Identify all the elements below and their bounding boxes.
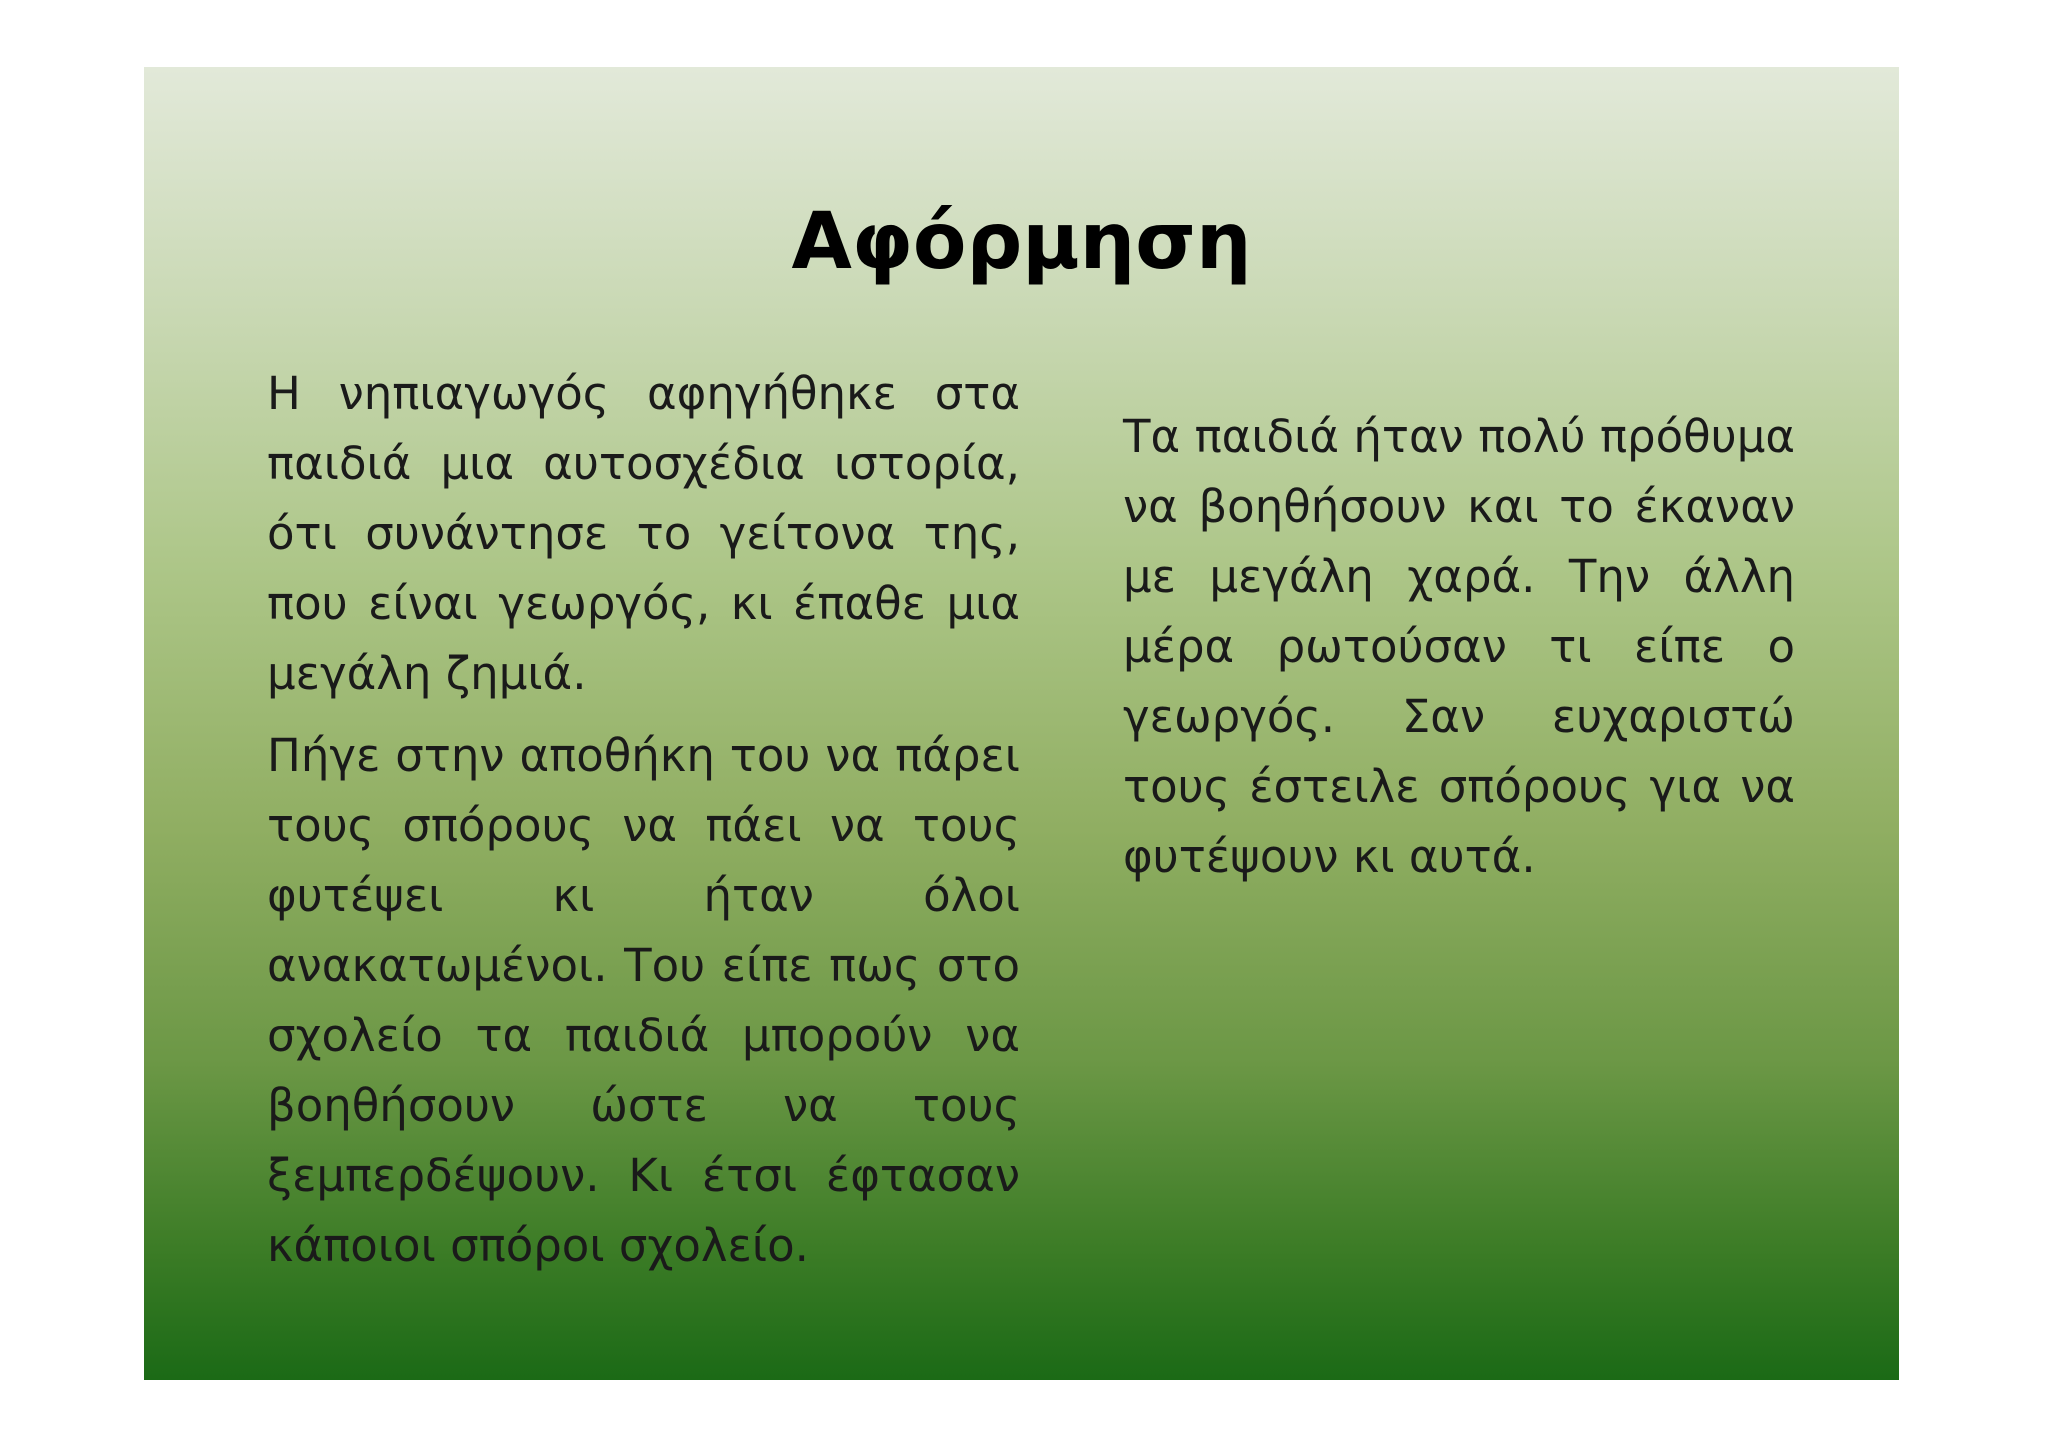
left-text-column: [267, 359, 1020, 1281]
right-paragraph-1: Τα παιδιά ήταν πολύ πρόθυμα να βοηθήσουν και το έκαναν με μεγάλη χαρά. Την άλλη μέρα ρωτούσαν τι είπε ο γεωργός. Σαν ευχαριστώ τους έστειλε σπόρους για να φυτέψουν κι αυτά.: [1123, 410, 1795, 883]
slide: [144, 67, 1899, 1380]
left-paragraph-1: Η νηπιαγωγός αφηγήθηκε στα παιδιά μια αυτοσχέδια ιστορία, ότι συνάντησε το γείτονα της, που είναι γεωργός, κι έπαθε μια μεγάλη ζημιά.: [267, 367, 1020, 700]
right-text-column: [1123, 402, 1795, 892]
left-paragraph-2: Πήγε στην αποθήκη του να πάρει τους σπόρους να πάει να τους φυτέψει κι ήταν όλοι ανακατωμένοι. Του είπε πως στο σχολείο τα παιδιά μπορούν να βοηθήσουν ώστε να τους ξεμπερδέψουν. Κι έτσι έφτασαν κάποιοι σπόροι σχολείο.: [267, 729, 1020, 1272]
slide-title: Αφόρμηση: [791, 197, 1252, 287]
